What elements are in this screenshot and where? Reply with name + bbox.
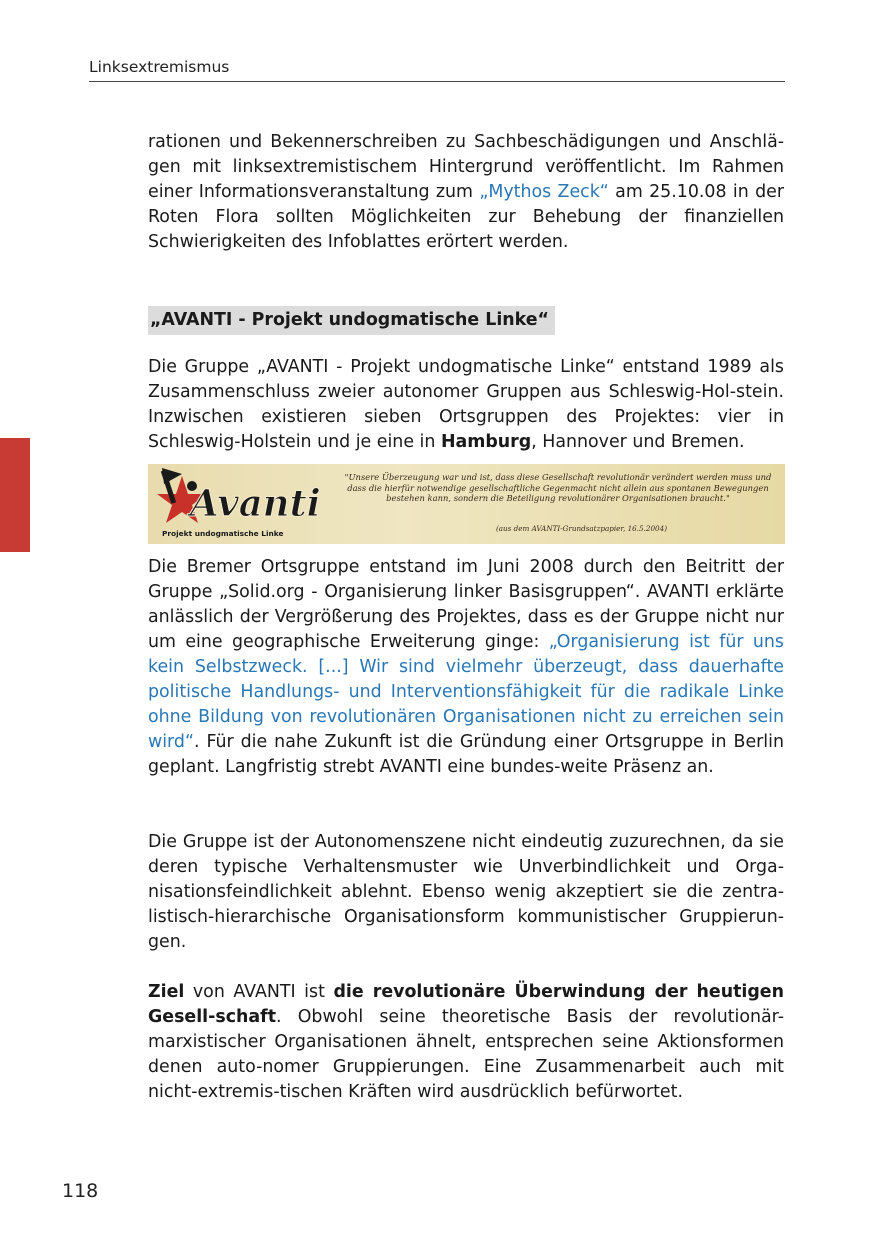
running-head: Linksextremismus xyxy=(89,58,230,76)
header-rule xyxy=(89,81,785,82)
page-number: 118 xyxy=(62,1180,99,1202)
banner-quote: "Unsere Überzeugung war und ist, dass diese Gesellschaft revolutionär verändert werden muss und dass die hierfür notwendige gesellschaftliche Gegenmacht nicht allein aus spontanen Bewegungen bestehen kann, sondern die Beteiligung revolutionärer Organisationen braucht." xyxy=(344,472,772,504)
paragraph-4 xyxy=(148,830,784,955)
section-heading xyxy=(148,306,555,335)
chapter-tab-marker xyxy=(0,438,30,552)
goal-bold: die revolutionäre Überwindung der heutigen Gesell-schaft xyxy=(148,982,784,1027)
paragraph-4-text: Die Gruppe ist der Autonomenszene nicht eindeutig zuzurechnen, da sie deren typische Verhaltensmuster wie Unverbindlichkeit und Orga-nisationsfeindlichkeit ablehnt. Ebenso wenig akzeptiert sie die zentra-listisch-hierarchische Organisationsform kommunistischer Gruppierun-gen. xyxy=(148,832,784,952)
avanti-banner-image xyxy=(148,464,785,544)
avanti-quote: „Organisierung ist für uns kein Selbstzweck. [...] Wir sind vielmehr überzeugt, dass dauerhafte politische Handlungs- und Interventionsfähigkeit für die radikale Linke ohne Bildung von revolutionären Organisationen nicht zu erreichen sein wird“ xyxy=(148,632,784,752)
ziel-bold: Ziel xyxy=(148,982,185,1002)
paragraph-3-text-end: . Für die nahe Zukunft ist die Gründung einer Ortsgruppe in Berlin geplant. Langfristig strebt AVANTI eine bundes-weite Präsenz an. xyxy=(148,732,784,777)
logo-subtitle: Projekt undogmatische Linke xyxy=(162,529,284,538)
paragraph-5-text-end: . Obwohl seine theoretische Basis der revolutionär-marxistischer Organisationen ähnelt, entsprechen seine Aktionsformen denen auto-nomer Gruppierungen. Eine Zusammenarbeit auch mit nicht-extremis-tischen Kräften wird ausdrücklich befürwortet. xyxy=(148,1007,784,1102)
paragraph-3-text: Die Bremer Ortsgruppe entstand im Juni 2008 durch den Beitritt der Gruppe „Solid.org - Organisierung linker Basisgruppen“. AVANTI erklärte anlässlich der Vergrößerung des Projektes, dass es der Gruppe nicht nur um eine geographische Erweiterung ginge: xyxy=(148,557,784,652)
banner-source: (aus dem AVANTI-Grundsatzpapier, 16.5.2004) xyxy=(495,524,667,533)
logo-wordmark: Avanti xyxy=(190,481,321,525)
paragraph-2-text: Die Gruppe „AVANTI - Projekt undogmatische Linke“ entstand 1989 als Zusammenschluss zweier autonomer Gruppen aus Schleswig-Hol-stein. Inzwischen existieren sieben Ortsgruppen des Projektes: vier in Schleswig-Holstein und je eine in xyxy=(148,357,784,452)
paragraph-1-text-end: am 25.10.08 in der Roten Flora sollten Möglichkeiten zur Behebung der finanziellen Schwierigkeiten des Infoblattes erörtert werden. xyxy=(148,182,784,252)
section-heading-text: „AVANTI - Projekt undogmatische Linke“ xyxy=(150,310,549,330)
flag-icon xyxy=(162,468,182,484)
paragraph-5 xyxy=(148,980,784,1105)
paragraph-2-text-end: , Hannover und Bremen. xyxy=(531,432,745,452)
mythos-zeck-quote: „Mythos Zeck“ xyxy=(479,182,609,202)
hamburg-bold: Hamburg xyxy=(440,432,532,452)
avanti-logo xyxy=(148,464,348,544)
paragraph-3 xyxy=(148,555,784,780)
paragraph-2 xyxy=(148,355,784,455)
paragraph-1-text: rationen und Bekennerschreiben zu Sachbeschädigungen und Anschlä-gen mit linksextremistischem Hintergrund veröffentlicht. Im Rahmen einer Informationsveranstaltung zum xyxy=(148,132,784,202)
paragraph-5-text: von AVANTI ist xyxy=(184,982,334,1002)
paragraph-1 xyxy=(148,130,784,255)
